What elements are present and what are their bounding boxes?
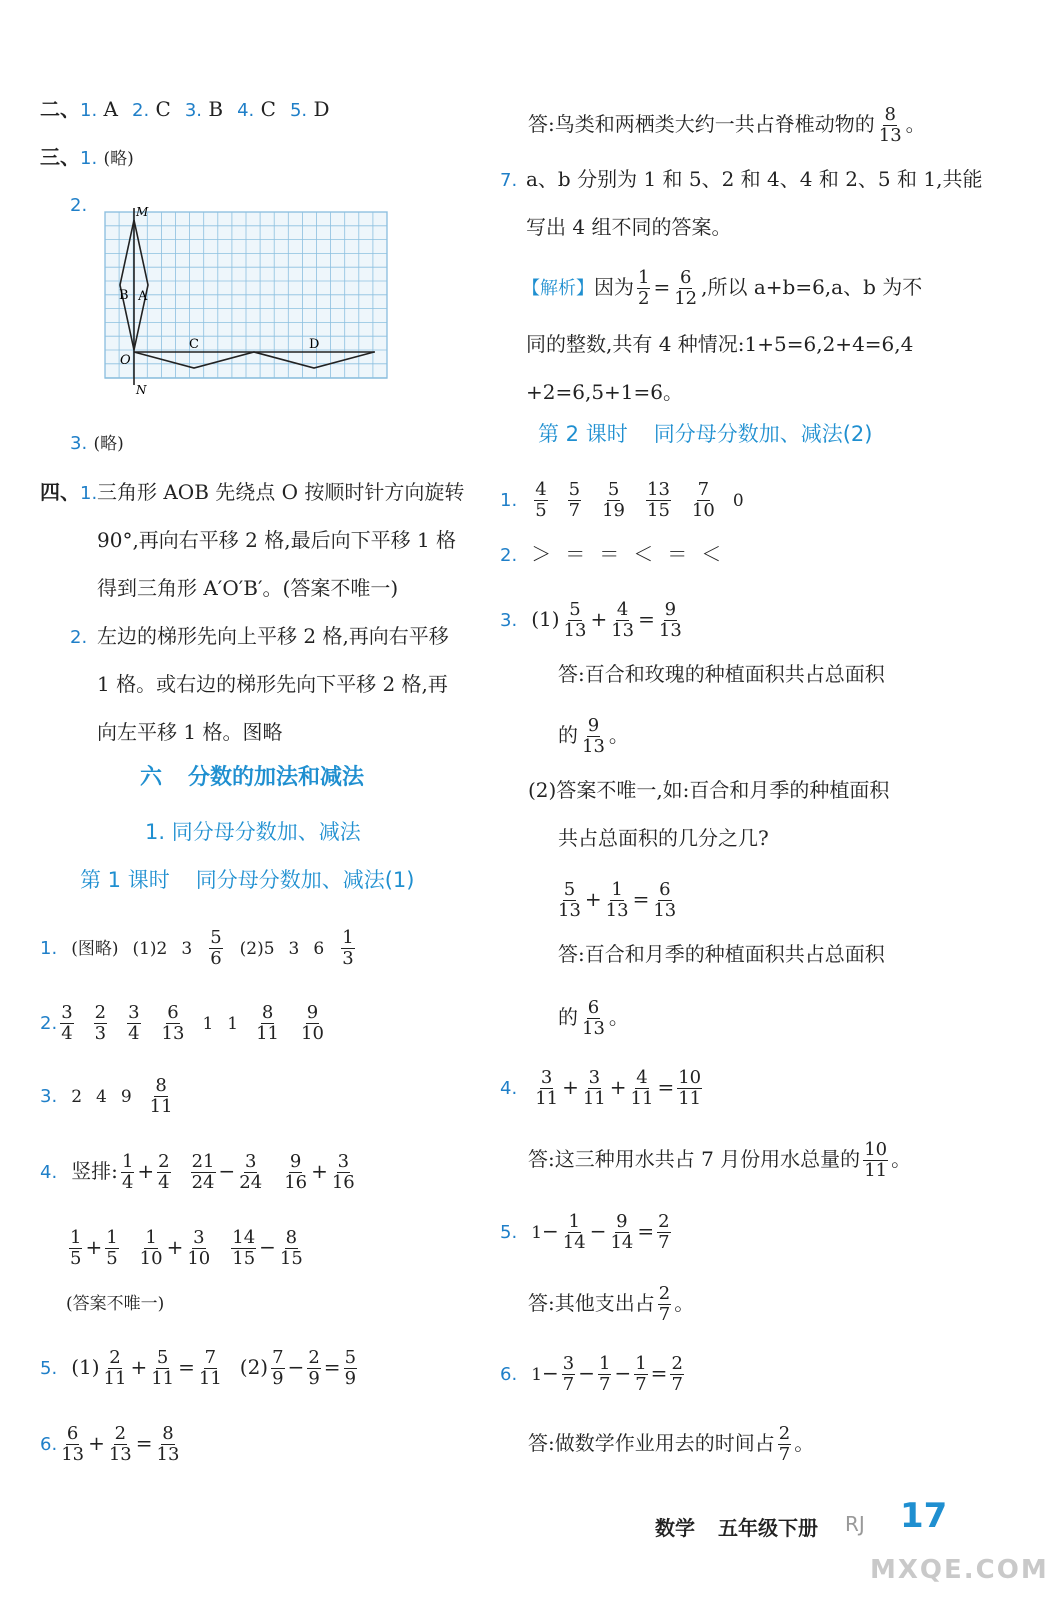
fraction: $\frac{5}{19}$ bbox=[602, 479, 625, 521]
label-b: B bbox=[119, 288, 129, 303]
q3-part2-line1: (2)答案不唯一,如:百合和月季的种植面积 bbox=[528, 778, 890, 802]
watermark: MXQE.COM bbox=[870, 1555, 1049, 1585]
analysis-tag: 【解析】 bbox=[522, 278, 594, 299]
fraction: $\frac{2}{7}$ bbox=[778, 1423, 791, 1465]
fraction: $\frac{1}{13}$ bbox=[605, 879, 629, 921]
analysis-line1: 【解析】因为 $\frac{1}{2}$ = $\frac{6}{12}$ ,所以 a+b=6,a、b 为不 bbox=[522, 267, 923, 309]
fraction: $\frac{2}{9}$ bbox=[308, 1347, 320, 1389]
lesson2-q1: 1. $\frac{4}{5}$ $\frac{5}{7}$ $\frac{5}{19}$ $\frac{13}{15}$ $\frac{7}{10}$ 0 bbox=[500, 479, 744, 521]
fraction: $\frac{8}{11}$ bbox=[149, 1075, 173, 1117]
section-2-answers: 二、1. A 2. C 3. B 4. C 5. D bbox=[40, 97, 330, 121]
q7-line1: a、b 分别为 1 和 5、2 和 4、4 和 2、5 和 1,共能 bbox=[526, 167, 983, 191]
fraction: $\frac{3}{24}$ bbox=[239, 1151, 263, 1193]
fraction: $\frac{1}{5}$ bbox=[106, 1227, 118, 1269]
s4-q1-line2: 90°,再向右平移 2 格,最后向下平移 1 格 bbox=[97, 528, 457, 552]
fraction: $\frac{1}{4}$ bbox=[121, 1151, 134, 1193]
label-n: N bbox=[136, 383, 147, 397]
fraction: $\frac{3}{10}$ bbox=[187, 1227, 211, 1269]
chapter-heading: 六 分数的加法和减法 bbox=[140, 765, 365, 790]
fraction: $\frac{1}{2}$ bbox=[638, 267, 650, 309]
fraction: $\frac{6}{13}$ bbox=[653, 879, 677, 921]
label-o: O bbox=[120, 353, 131, 368]
q3-part2-equation: $\frac{5}{13}$ + $\frac{1}{13}$ = $\frac{6}{13}$ bbox=[558, 879, 677, 921]
footer-subject: 数学 bbox=[655, 1516, 695, 1540]
fraction: $\frac{21}{24}$ bbox=[191, 1151, 215, 1193]
fraction: $\frac{6}{13}$ bbox=[161, 1002, 185, 1044]
fraction: $\frac{9}{13}$ bbox=[658, 599, 682, 641]
fraction: $\frac{3}{11}$ bbox=[535, 1067, 559, 1109]
fraction: $\frac{3}{11}$ bbox=[582, 1067, 606, 1109]
fraction: $\frac{8}{13}$ bbox=[878, 104, 902, 146]
lesson1-q2: 2. $\frac{3}{4}$ $\frac{2}{3}$ $\frac{3}{4}$ $\frac{6}{13}$ 1 1 $\frac{8}{11}$ $\frac{9}{10}$ bbox=[40, 1002, 324, 1044]
lesson1-q3: 3. 2 4 9 $\frac{8}{11}$ bbox=[40, 1075, 173, 1117]
q7-line2: 写出 4 组不同的答案。 bbox=[526, 215, 732, 239]
q7-number: 7. bbox=[500, 170, 518, 191]
footer-edition: RJ bbox=[845, 1512, 865, 1536]
grid-figure bbox=[100, 200, 395, 400]
lesson2-q4: 4. $\frac{3}{11}$ + $\frac{3}{11}$ + $\frac{4}{11}$ = $\frac{10}{11}$ bbox=[500, 1067, 702, 1109]
fraction: $\frac{8}{13}$ bbox=[156, 1423, 180, 1465]
label-c: C bbox=[189, 337, 199, 352]
fraction: $\frac{1}{7}$ bbox=[635, 1353, 647, 1395]
fraction: $\frac{2}{11}$ bbox=[103, 1347, 127, 1389]
lesson2-q5: 5. 1− $\frac{1}{14}$ − $\frac{9}{14}$ = $\frac{2}{7}$ bbox=[500, 1211, 670, 1253]
lesson1-q6: 6. $\frac{6}{13}$ + $\frac{2}{13}$ = $\frac{8}{13}$ bbox=[40, 1423, 180, 1465]
fraction: $\frac{5}{6}$ bbox=[210, 927, 222, 969]
fraction: $\frac{1}{5}$ bbox=[70, 1227, 82, 1269]
q3-answer2-line2: 的 $\frac{6}{13}$ 。 bbox=[558, 997, 629, 1039]
fraction: $\frac{6}{13}$ bbox=[61, 1423, 85, 1465]
lesson1-q4-note: (答案不唯一) bbox=[66, 1294, 165, 1314]
fraction: $\frac{6}{13}$ bbox=[582, 997, 605, 1039]
s4-q1-line1: 三角形 AOB 先绕点 O 按顺时针方向旋转 bbox=[97, 480, 465, 504]
fraction: $\frac{2}{3}$ bbox=[94, 1002, 107, 1044]
fraction: $\frac{8}{11}$ bbox=[256, 1002, 280, 1044]
fraction: $\frac{13}{15}$ bbox=[647, 479, 670, 521]
s4-q2-number: 2. bbox=[70, 627, 88, 648]
q3-answer1-line2: 的 $\frac{9}{13}$ 。 bbox=[558, 715, 629, 757]
fraction: $\frac{9}{13}$ bbox=[582, 715, 605, 757]
label-d: D bbox=[309, 337, 320, 352]
section-4-q1: 四、1. bbox=[40, 480, 98, 504]
section-3-q3: 3. (略) bbox=[70, 433, 124, 454]
fraction: $\frac{4}{13}$ bbox=[611, 599, 635, 641]
fraction: $\frac{5}{7}$ bbox=[568, 479, 581, 521]
s4-q2-line1: 左边的梯形先向上平移 2 格,再向右平移 bbox=[97, 624, 449, 648]
fraction: $\frac{10}{11}$ bbox=[864, 1139, 888, 1181]
fraction: $\frac{9}{10}$ bbox=[301, 1002, 324, 1044]
fraction: $\frac{3}{4}$ bbox=[128, 1002, 140, 1044]
q3-part2-line2: 共占总面积的几分之几? bbox=[558, 826, 769, 850]
lesson-2-heading: 第 2 课时 同分母分数加、减法(2) bbox=[538, 422, 873, 446]
fraction: $\frac{1}{10}$ bbox=[139, 1227, 163, 1269]
lesson-1-heading: 第 1 课时 同分母分数加、减法(1) bbox=[80, 868, 415, 892]
fraction: $\frac{9}{16}$ bbox=[284, 1151, 308, 1193]
fraction: $\frac{10}{11}$ bbox=[678, 1067, 702, 1109]
fraction: $\frac{1}{7}$ bbox=[599, 1353, 611, 1395]
fraction: $\frac{4}{5}$ bbox=[535, 479, 547, 521]
lesson1-q5: 5. (1) $\frac{2}{11}$ + $\frac{5}{11}$ = $\frac{7}{11}$ (2) $\frac{7}{9}$ − $\frac{2}{9}$ = $\frac{5}{9}$ bbox=[40, 1347, 357, 1389]
fraction: $\frac{14}{15}$ bbox=[232, 1227, 256, 1269]
fraction: $\frac{9}{14}$ bbox=[610, 1211, 634, 1253]
q3-answer1-line1: 答:百合和玫瑰的种植面积共占总面积 bbox=[558, 662, 885, 686]
analysis-line3: +2=6,5+1=6。 bbox=[526, 380, 684, 404]
fraction: $\frac{7}{11}$ bbox=[198, 1347, 222, 1389]
fraction: $\frac{1}{3}$ bbox=[342, 927, 354, 969]
label-a: A bbox=[138, 289, 148, 304]
fraction: $\frac{5}{11}$ bbox=[151, 1347, 175, 1389]
lesson2-q3: 3. (1) $\frac{5}{13}$ + $\frac{4}{13}$ = $\frac{9}{13}$ bbox=[500, 599, 682, 641]
s4-q1-line3: 得到三角形 A′O′B′。(答案不唯一) bbox=[97, 576, 399, 600]
fraction: $\frac{2}{7}$ bbox=[658, 1283, 671, 1325]
q4-answer: 答:这三种用水共占 7 月份用水总量的 $\frac{10}{11}$ 。 bbox=[528, 1139, 912, 1181]
q6-answer: 答:做数学作业用去的时间占 $\frac{2}{7}$ 。 bbox=[528, 1423, 815, 1465]
fraction: $\frac{5}{13}$ bbox=[563, 599, 587, 641]
fraction: $\frac{8}{15}$ bbox=[279, 1227, 303, 1269]
q3-answer2-line1: 答:百合和月季的种植面积共占总面积 bbox=[558, 942, 885, 966]
fraction: $\frac{2}{4}$ bbox=[158, 1151, 170, 1193]
lesson1-q1: 1. (图略) (1)2 3 $\frac{5}{6}$ (2)5 3 6 $\frac{1}{3}$ bbox=[40, 927, 354, 969]
fraction: $\frac{7}{10}$ bbox=[691, 479, 715, 521]
section-3-q2-number: 2. bbox=[70, 195, 88, 216]
fraction: $\frac{1}{14}$ bbox=[562, 1211, 586, 1253]
fraction: $\frac{3}{7}$ bbox=[562, 1353, 575, 1395]
subsection-heading: 1. 同分母分数加、减法 bbox=[145, 820, 361, 844]
lesson1-q4-row2: $\frac{1}{5}$ + $\frac{1}{5}$ $\frac{1}{10}$ + $\frac{3}{10}$ $\frac{14}{15}$ − $\frac{8}{15}$ bbox=[70, 1227, 303, 1269]
s4-q2-line3: 向左平移 1 格。图略 bbox=[97, 720, 283, 744]
analysis-line2: 同的整数,共有 4 种情况:1+5=6,2+4=6,4 bbox=[526, 332, 914, 356]
footer-grade: 五年级下册 bbox=[718, 1516, 818, 1540]
fraction: $\frac{5}{13}$ bbox=[558, 879, 581, 921]
lesson1-q4: 4. 竖排: $\frac{1}{4}$ + $\frac{2}{4}$ $\frac{21}{24}$ − $\frac{3}{24}$ $\frac{9}{16}$ + $\frac{3}{16}$ bbox=[40, 1151, 355, 1193]
fraction: $\frac{3}{16}$ bbox=[331, 1151, 355, 1193]
fraction: $\frac{3}{4}$ bbox=[61, 1002, 73, 1044]
lesson2-q6: 6. 1− $\frac{3}{7}$ − $\frac{1}{7}$ − $\frac{1}{7}$ = $\frac{2}{7}$ bbox=[500, 1353, 683, 1395]
fraction: $\frac{6}{12}$ bbox=[674, 267, 698, 309]
label-m: M bbox=[136, 205, 149, 219]
q5-answer: 答:其他支出占 $\frac{2}{7}$ 。 bbox=[528, 1283, 695, 1325]
top-answer: 答:鸟类和两栖类大约一共占脊椎动物的 $\frac{8}{13}$ 。 bbox=[528, 104, 926, 146]
s4-q2-line2: 1 格。或右边的梯形先向下平移 2 格,再 bbox=[97, 672, 448, 696]
section-3-q1: 三、1. (略) bbox=[40, 145, 134, 169]
page-number: 17 bbox=[900, 1496, 948, 1536]
fraction: $\frac{7}{9}$ bbox=[272, 1347, 284, 1389]
lesson2-q2: 2. ＞ ＝ ＝ ＜ ＝ ＜ bbox=[500, 542, 722, 566]
fraction: $\frac{2}{7}$ bbox=[658, 1211, 670, 1253]
fraction: $\frac{2}{7}$ bbox=[671, 1353, 683, 1395]
fraction: $\frac{2}{13}$ bbox=[108, 1423, 132, 1465]
fraction: $\frac{4}{11}$ bbox=[630, 1067, 654, 1109]
fraction: $\frac{5}{9}$ bbox=[344, 1347, 357, 1389]
